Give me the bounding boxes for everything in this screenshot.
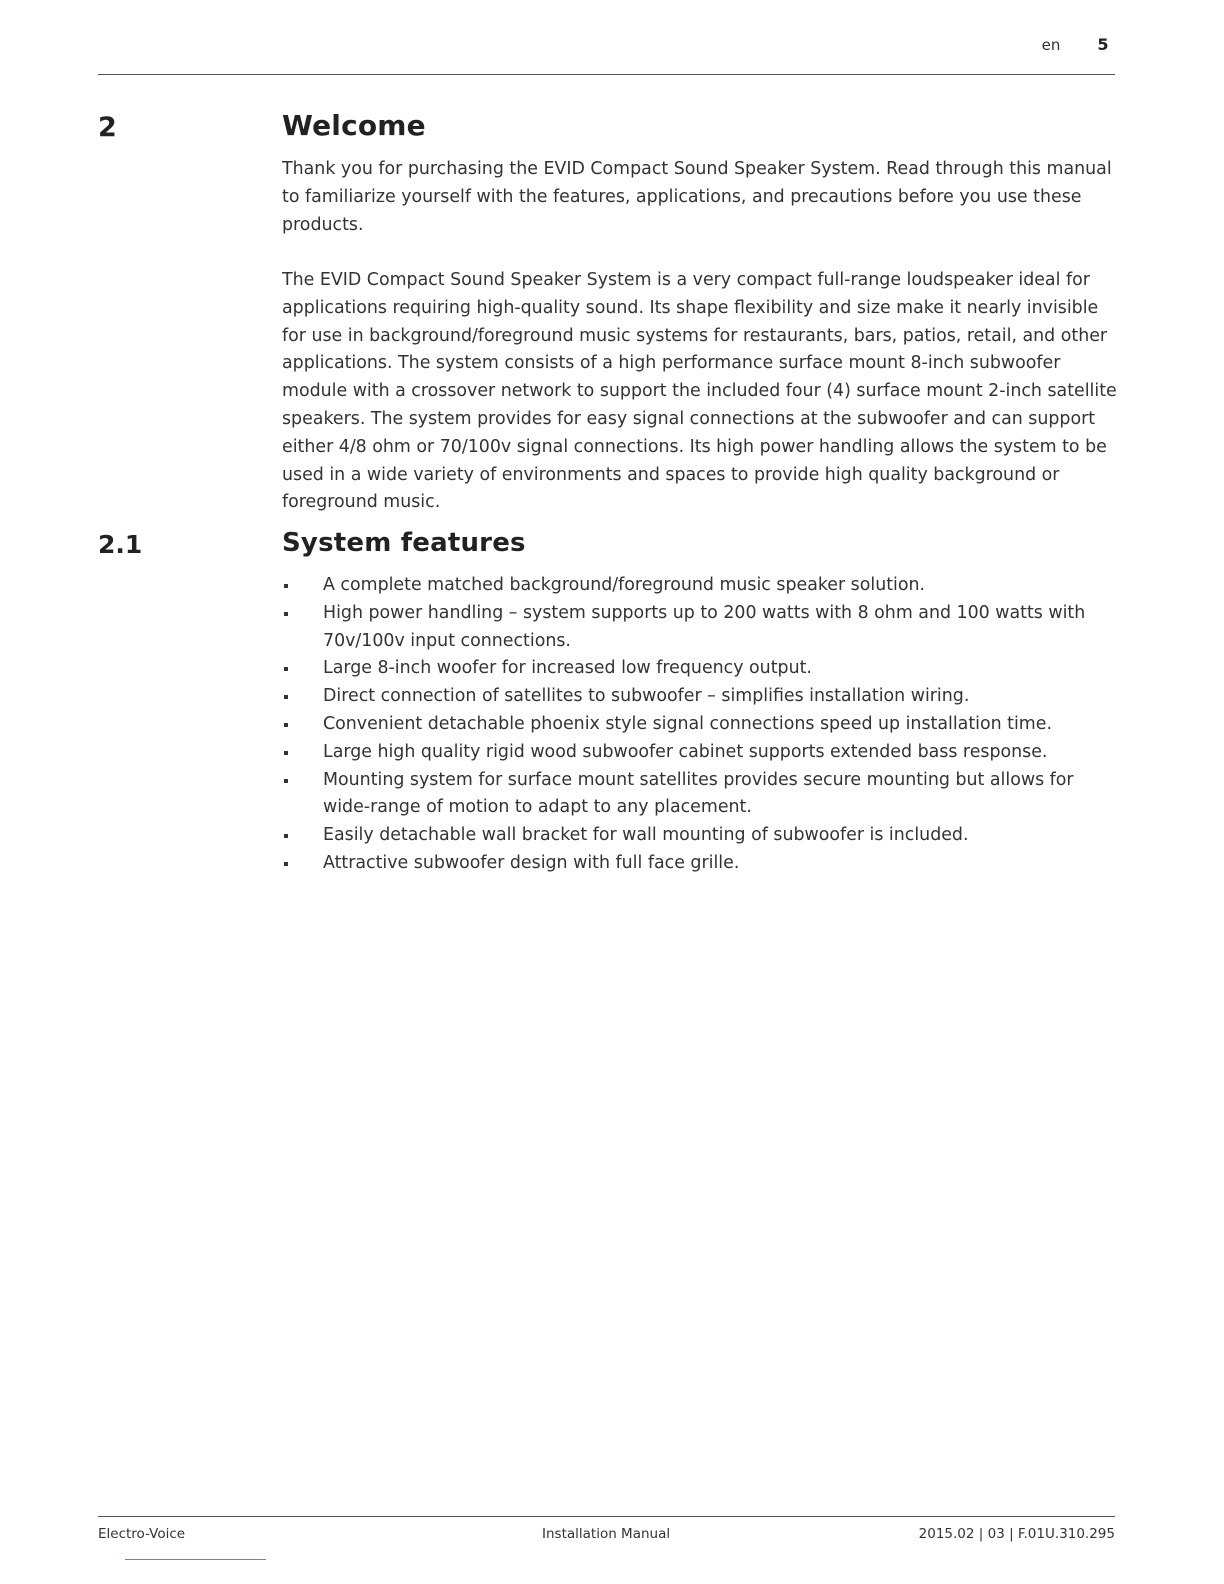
- feature-text: Easily detachable wall bracket for wall mounting of subwoofer is included.: [323, 825, 969, 846]
- subsection-title: System features: [282, 528, 526, 558]
- feature-item: [282, 822, 1122, 850]
- feature-item: [282, 711, 1122, 739]
- footer-brand: Electro-Voice: [98, 1526, 186, 1542]
- footer-underline-mark: [125, 1559, 266, 1560]
- subsection-number: 2.1: [98, 530, 143, 559]
- language-code: en: [1041, 36, 1061, 54]
- feature-item: [282, 600, 1122, 656]
- features-list: [282, 572, 1122, 878]
- footer-document-id: 2015.02 | 03 | F.01U.310.295: [918, 1526, 1115, 1542]
- feature-text: Mounting system for surface mount satellites provides secure mounting but allows for wide-range of motion to adapt to any placement.: [323, 769, 1074, 818]
- feature-item: [282, 767, 1122, 823]
- feature-text: A complete matched background/foreground music speaker solution.: [323, 575, 926, 595]
- bullet-icon: [284, 834, 288, 838]
- feature-text: Large high quality rigid wood subwoofer cabinet supports extended bass response.: [323, 741, 1048, 762]
- bullet-icon: [284, 751, 288, 755]
- feature-item: [282, 572, 1122, 600]
- footer-divider: [98, 1516, 1115, 1517]
- section-title: Welcome: [282, 109, 426, 142]
- feature-item: [282, 683, 1122, 711]
- feature-text: Convenient detachable phoenix style signal connections speed up installation time.: [323, 713, 1052, 734]
- section-number: 2: [98, 112, 117, 143]
- description-paragraph: The EVID Compact Sound Speaker System is a very compact full-range loudspeaker ideal for applications requiring high-quality sound. Its shape flexibility and size make it nearly invisible for use in background/foreground music systems for restaurants, bars, patios, retail, and other applications. The system consists of a high performance surface mount 8-inch subwoofer module with a crossover network to support the included four (4) surface mount 2-inch satellite speakers. The system provides for easy signal connections at the subwoofer and can support either 4/8 ohm or 70/100v signal connections. Its high power handling allows the system to be used in a wide variety of environments and spaces to provide high quality background or foreground music.: [282, 270, 1117, 513]
- bullet-icon: [284, 612, 288, 616]
- feature-text: Attractive subwoofer design with full face grille.: [323, 852, 740, 873]
- feature-item: [282, 850, 1122, 878]
- bullet-icon: [284, 723, 288, 727]
- feature-item: [282, 655, 1122, 683]
- page-number: 5: [1097, 35, 1109, 54]
- feature-item: [282, 739, 1122, 767]
- header-divider: [98, 74, 1115, 75]
- footer-document-type: Installation Manual: [542, 1526, 671, 1542]
- bullet-icon: [284, 779, 288, 783]
- bullet-icon: [284, 667, 288, 671]
- feature-text: High power handling – system supports up to 200 watts with 8 ohm and 100 watts with 70v/100v input connections.: [323, 602, 1086, 651]
- intro-paragraph: Thank you for purchasing the EVID Compact Sound Speaker System. Read through this manual to familiarize yourself with the features, applications, and precautions before you use these products.: [282, 159, 1112, 235]
- feature-text: Large 8-inch woofer for increased low frequency output.: [323, 658, 812, 679]
- feature-text: Direct connection of satellites to subwoofer – simplifies installation wiring.: [323, 686, 970, 707]
- bullet-icon: [284, 862, 288, 866]
- bullet-icon: [284, 695, 288, 699]
- bullet-icon: [284, 584, 288, 588]
